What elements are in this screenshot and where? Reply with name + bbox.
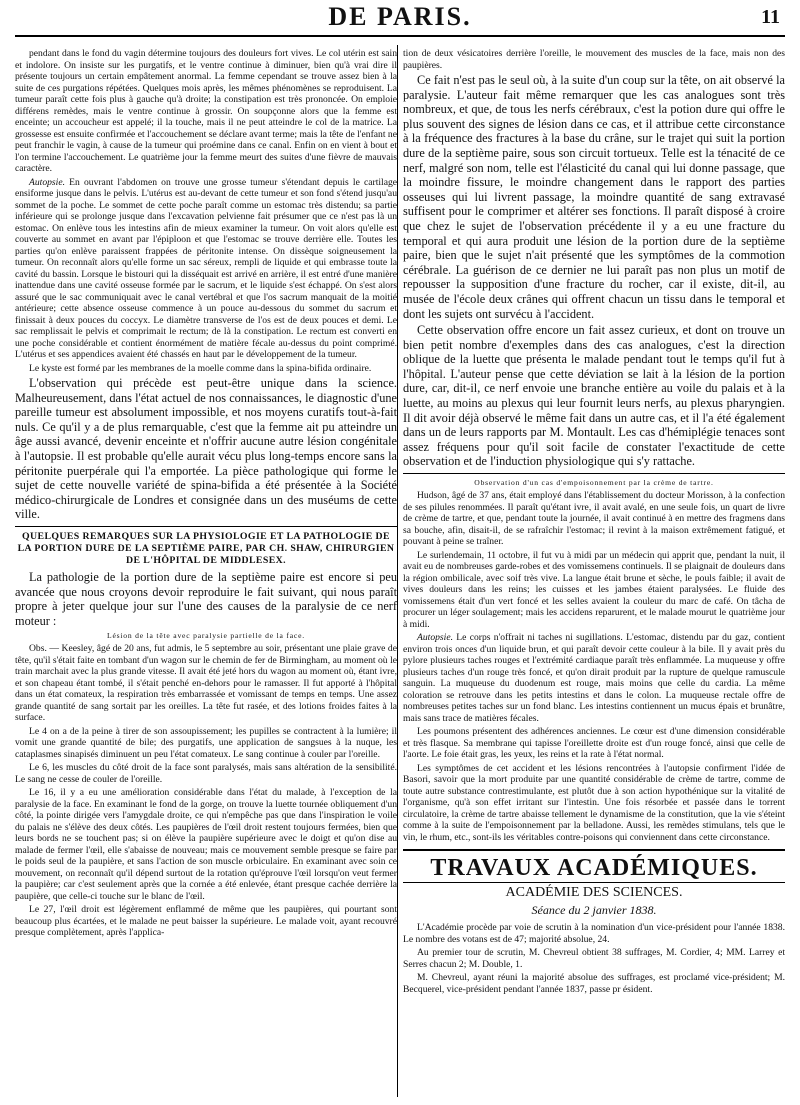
case-paragraph: Le 16, il y a eu une amélioration considérable dans l'état du malade, à l'exception de la paralysie de la face. En examinant le fond de la gorge, on trouve la luette tournée obliquement d'un côté, la pointe dirigée vers l'amygdale droite, ce qui n'empêche pas que dans l'inspiration le voile du palais ne s'élève des deux côtés. Les paupières de l'œil droit restent toujours fermées, bien que leurs bords ne se touchent pas; si on élève la paupière supérieure avec le doigt et qu'on dise au malade de fermer l'œil, elle s'abaisse de nouveau; mais ce mouvement semble presque se faire par le poids seul de la paupière, et sans l'action de son muscle orbiculaire. En examinant avec soin ce mouvement, on reconnaît qu'il dépend surtout de la rotation qu'éprouve l'œil lorsqu'on veut fermer la paupière; car c'est seulement après que la cornée a été enlevée, étant presque cachée derrière la paupière, que celle-ci touche sur le blanc de l'œil. xyxy=(15,787,397,902)
obs2-heading: Observation d'un cas d'empoisonnement par la crème de tartre. xyxy=(474,478,714,488)
obs2-paragraph: Le surlendemain, 11 octobre, il fut vu à midi par un médecin qui apprit que, pendant la nuit, il avait eu de nombreuses garde-robes et des vomissemens continuels. Il se plaignait de douleurs dans la région ombilicale, avec soif très vive. La langue était brune et sèche, le pouls faible; il avait de vives douleurs dans les reins; les cuisses et les jambes étaient paralysées. Le fluide des vomissemens était d'un vert foncé et les selles avaient la couleur du marc de café. On tâcha de procurer un léger soulagement; mais les accidens reparurent, et le malade mourut le quatrième jour à midi. xyxy=(403,549,785,630)
right-column xyxy=(403,48,785,997)
obs2-paragraph: Les poumons présentent des adhérences anciennes. Le cœur est d'une dimension considérable et très flasque. Sa membrane qui tapisse l'oreillette droite est d'un rouge foncé, ainsi que celle de l'aorte. Le foie était gras, les yeux, les reins et la rate à l'état normal. xyxy=(403,726,785,761)
page-number: 11 xyxy=(761,6,780,28)
header-rule xyxy=(15,35,785,37)
obs2-paragraph: Hudson, âgé de 37 ans, était employé dans l'établissement du docteur Morisson, à la confection de ses pilules renommées. Il paraît qu'étant ivre, il avait avalé, en une seule fois, un quart de livre de crème de tartre, et que, pendant toute la journée, il avait continué à en mettre des fragmens dans sa bouche, afin, disait-il, de se rafraîchir l'estomac; il revint à la maison extrêmement fatigué, et pouvant à peine se traîner. xyxy=(403,490,785,548)
academie-paragraph: L'Académie procède par voie de scrutin à la nomination d'un vice-président pour l'année 1838. Le nombre des votans est de 47; majorité absolue, 24. xyxy=(403,922,785,945)
academie-paragraph: Au premier tour de scrutin, M. Chevreul obtient 38 suffrages, M. Cordier, 4; MM. Larrey et Serres chacun 2; M. Double, 1. xyxy=(403,947,785,970)
left-column xyxy=(15,48,397,941)
page-header xyxy=(0,0,800,40)
autopsie-label: Autopsie. xyxy=(417,632,453,644)
commentary-paragraph: Ce fait n'est pas le seul où, à la suite d'un coup sur la tête, on ait observé la paralysie. L'auteur fait même remarquer que les cas analogues sont très nombreux, et que, de tous les nerfs cérébraux, c'est la potion dure qui offre le plus souvent des signes de lésion dans ce cas, et il attribue cette circonstance à la fréquence des fractures à la base du crâne, sur le trajet qui suit la portion dure de la septième paire, sous son circuit tortueux. Telle est la ténacité de ce nerf, malgré son nom, telle est l'élasticité du canal qui lui donne passage, que la moindre fissure, le moindre changement dans le rapport des parties osseuses qui lui livrent passage, la moindre quantité de sang extravasé suffisent pour le comprimer et altérer ses fonctions. Il paraît disposé à croire que chez le sujet de l'observation précédente il y a eu une fracture du temporal et qui aura produit une lésion de la portion dure de la septième paire, bien que le sujet n'ait présenté que les symptômes de la commotion cérébrale. La guérison de ce dernier ne lui paraît pas non plus un motif de repousser la supposition d'une fracture du rocher, car il existe, dit-il, au musée de l'école deux crânes qui offrent chacun un tissu dans le temporal et dont les sujets ont survécu à l'accident. xyxy=(403,73,785,321)
paragraph: pendant dans le fond du vagin détermine toujours des douleurs fort vives. Le col utérin est sain et indolore. On insiste sur les purgatifs, et le ventre continue à diminuer, bien qu'à vrai dire il présente toujours un certain empâtement anormal. La femme cependant se trouve assez bien à la suite de ces purgations répétées. Quelques mois après, les mêmes phénomènes se reproduisent. La tumeur paraît cette fois plus à gauche qu'à droite; la constipation est très prononcée. On emploie différens remèdes, mais le ventre continue à grossir. On soupçonne alors que la femme est enceinte; un accoucheur est appelé; il la touche, mais il ne peut atteindre le col de la matrice. La grossesse est ensuite confirmée et l'accouchement se déclare avant terme; mais la tête de l'enfant ne peut franchir le vagin, à cause de la tumeur qui proémine dans ce canal. Enfin on en vient à bout et l'on termine l'accouchement. Le quatrième jour la femme meurt des suites d'une fièvre de mauvais caractère. xyxy=(15,48,397,174)
newspaper-title: DE PARIS. xyxy=(328,2,472,31)
continuation-paragraph: tion de deux vésicatoires derrière l'oreille, le mouvement des muscles de la face, mais non des paupières. xyxy=(403,48,785,71)
commentary-paragraph: Cette observation offre encore un fait assez curieux, et dont on trouve un bien petit nombre d'exemples dans des cas analogues, c'est la direction oblique de la luette que présenta le malade pendant tout le temps qu'il fut à l'hôpital. L'auteur pense que cette déviation se lait à la lésion de la portion dure, car, dit-il, ce nerf envoie une branche entière au voile du palais et à la luette, au moins au plexus qui leur fournit leurs nerfs, au plexus pharyngien. Il dit avoir déjà observé le même fait dans un autre cas, et il l'a été également dans un de leurs rapports par M. Montault. Les cas d'hémiplégie tenaces sont assez fréquens pour qu'il soit facile de constater l'exactitude de cette observation et de l'induction physiologique qui s'y rattache. xyxy=(403,323,785,469)
commentary-paragraph: L'observation qui précède est peut-être unique dans la science. Malheureusement, dans l'état actuel de nos connaissances, le diagnostic d'une pareille tumeur est absolument impossible, et nos moyens curatifs tout-à-fait nuls. Ce qu'il y a de plus remarquable, c'est que la femme ait pu atteindre un âge aussi avancé, devenir enceinte et n'offrir aucune autre lésion congénitale à l'autopsie. Il est probable qu'elle aurait vécu plus long-temps encore sans la péritonite puerpérale qui l'a emportée. La pièce pathologique qui forme le sujet de cette nouvelle variété de spina-bifida a été présentée à la Société médico-chirurgicale de Londres et consignée dans un des muséums de cette ville. xyxy=(15,376,397,522)
separator xyxy=(403,473,785,474)
column-divider xyxy=(397,45,398,1097)
travaux-section xyxy=(403,849,785,883)
section-title: QUELQUES REMARQUES SUR LA PHYSIOLOGIE ET LA PATHOLOGIE DE LA PORTION DURE DE LA SEPTIÈME PAIRE, PAR CH. SHAW, CHIRURGIEN DE L'HÔPITAL DE MIDDLESEX. xyxy=(17,530,395,566)
case-paragraph: Le 4 on a de la peine à tirer de son assoupissement; les pupilles se contractent à la lumière; il vomit une grande quantité de bile; des purgatifs, une application de sangsues à la nuque, les cataplasmes sinapisés diminuent un peu l'état comateux. Le sang continue à couler par l'oreille. xyxy=(15,725,397,760)
academie-paragraph: M. Chevreul, ayant réuni la majorité absolue des suffrages, est proclamé vice-président; M. Becquerel, vice-président pendant l'année 1837, passe pr ésident. xyxy=(403,972,785,995)
case-paragraph: Obs. — Keesley, âgé de 20 ans, fut admis, le 5 septembre au soir, présentant une plaie grave de tête, qu'il s'était faite en tombant d'un wagon sur le chemin de fer de Birmingham, au moment où le train marchait avec la plus grande vitesse. Il avait été jeté hors du wagon au moment où, étant ivre, et son chapeau étant tombé, il s'était penché en-dehors pour le ramasser. Il fut apporté à l'hôpital dans un état comateux, la respiration très embarrassée et vomissant de temps en temps. Une assez grande quantité de sang sortait par les oreilles. La tête fut rasée, et des lotions froides faites à la surface. xyxy=(15,643,397,724)
academie-heading: ACADÉMIE DES SCIENCES. xyxy=(505,885,683,901)
autopsie-label: Autopsie. xyxy=(29,176,65,188)
separator xyxy=(15,526,397,527)
obs2-paragraph: Autopsie. Le corps n'offrait ni taches ni sugillations. L'estomac, distendu par du gaz, contient environ trois onces d'un liquide brun, et qui paraît devoir cette couleur à la bile. Il y avait près du pylore plusieurs taches rouges et l'extrémité cardiaque paraît très enflammée. La muqueuse y offre plusieurs taches d'un rouge très foncé, et qu'on dirait produit par la rupture de quelque ramuscule sanguin. La muqueuse du duodenum est rouge, mais moins que celle du cardia. La même coloration se retrouve dans les petits intestins et dans le colon. La muqueuse rectale offre de nombreuses petites taches sur un fond blanc. Les intestins contiennent un mucus épais et brunâtre, mais sans trace de matières fécales. xyxy=(403,632,785,724)
case-heading: Lésion de la tête avec paralysie partielle de la face. xyxy=(107,631,305,641)
section-intro: La pathologie de la portion dure de la septième paire est encore si peu avancée que nous croyons devoir reproduire le fait suivant, qui nous paraît propre à jeter quelque jour sur l'une des causes de la paralysie de ce nerf moteur : xyxy=(15,569,397,628)
case-paragraph: Le 6, les muscles du côté droit de la face sont paralysés, mais sans altération de la sensibilité. Le sang ne cesse de couler de l'oreille. xyxy=(15,762,397,785)
travaux-title: TRAVAUX ACADÉMIQUES. xyxy=(430,855,758,882)
paragraph: Le kyste est formé par les membranes de la moelle comme dans la spina-bifida ordinaire. xyxy=(29,362,372,374)
seance-date: Séance du 2 janvier 1838. xyxy=(531,903,657,918)
case-paragraph: Le 27, l'œil droit est légèrement enflammé de même que les paupières, qui pourtant sont beaucoup plus écartées, et le malade ne peut baisser la supérieure. Le malade voit, ayant recouvré presque complètement, après l'applica- xyxy=(15,904,397,939)
paragraph: Autopsie. En ouvrant l'abdomen on trouve une grosse tumeur s'étendant depuis le cartilage ensiforme jusque dans le pelvis. L'utérus est au-devant de cette tumeur et son fond s'étend jusqu'au sommet de la poche. Le sommet de cette poche paraît comme un estomac très distendu; sa partie inférieure qui se prolonge jusque dans l'excavation pelvienne fait présumer que ce n'est pas là un estomac. On enlève tous les intestins afin de mieux examiner la tumeur. On voit alors qu'elle est couverte au sommet en avant par l'épiploon et que l'estomac se trouve derrière elle. Toutes les parties qu'on enlève paraissent frappées de péritonite intense. On dissèque soigneusement la tumeur. On reconnaît alors qu'elle forme un sac séreux, rempli de liquide et qui embrasse toute la cavité du bassin. Lorsque le bistouri qui la disséquait est arrivé en arrière, il est entré d'une manière inattendue dans une cavité osseuse formée par le sacrum, et le liquide s'est échappé. On s'est alors assuré que le sac communiquait avec le canal vertébral et que l'os sacrum manquait de la moitié antérieure; cette absence osseuse commence à un pouce au-dessous du sommet du sacrum et finissait à deux pouces du coccyx. Le diamètre transverse de l'os est de deux pouces et demi. Le sac remplissait le pelvis et comprimait le rectum; de là la constipation. Le rectum est converti en une poche considérable et contient énormément de matière fécale au-dessus du point comprimé. L'utérus et ses appendices avaient été chassés en haut par le développement de la tumeur. xyxy=(15,176,397,360)
obs2-paragraph: Les symptômes de cet accident et les lésions rencontrées à l'autopsie confirment l'idée de Basori, savoir que la mort produite par une quantité considérable de crème de tartre, comme de toute autre substance contrestimulante, est plutôt due à son action hypothénique sur la vitalité de l'organisme, qu'à son effet irritant sur l'intestin. Une fois résorbée et passée dans le torrent circulatoire, la crème de tartre abaisse tellement le dynamisme de la constitution, que la vie s'éteint comme à la suite de l'empoisonnement par la belladone. Aussi, les remèdes stimulans, tels que le vin, le rhum, etc., sont-ils les véritables contre-poisons qui conviennent dans cette circonstance. xyxy=(403,762,785,843)
